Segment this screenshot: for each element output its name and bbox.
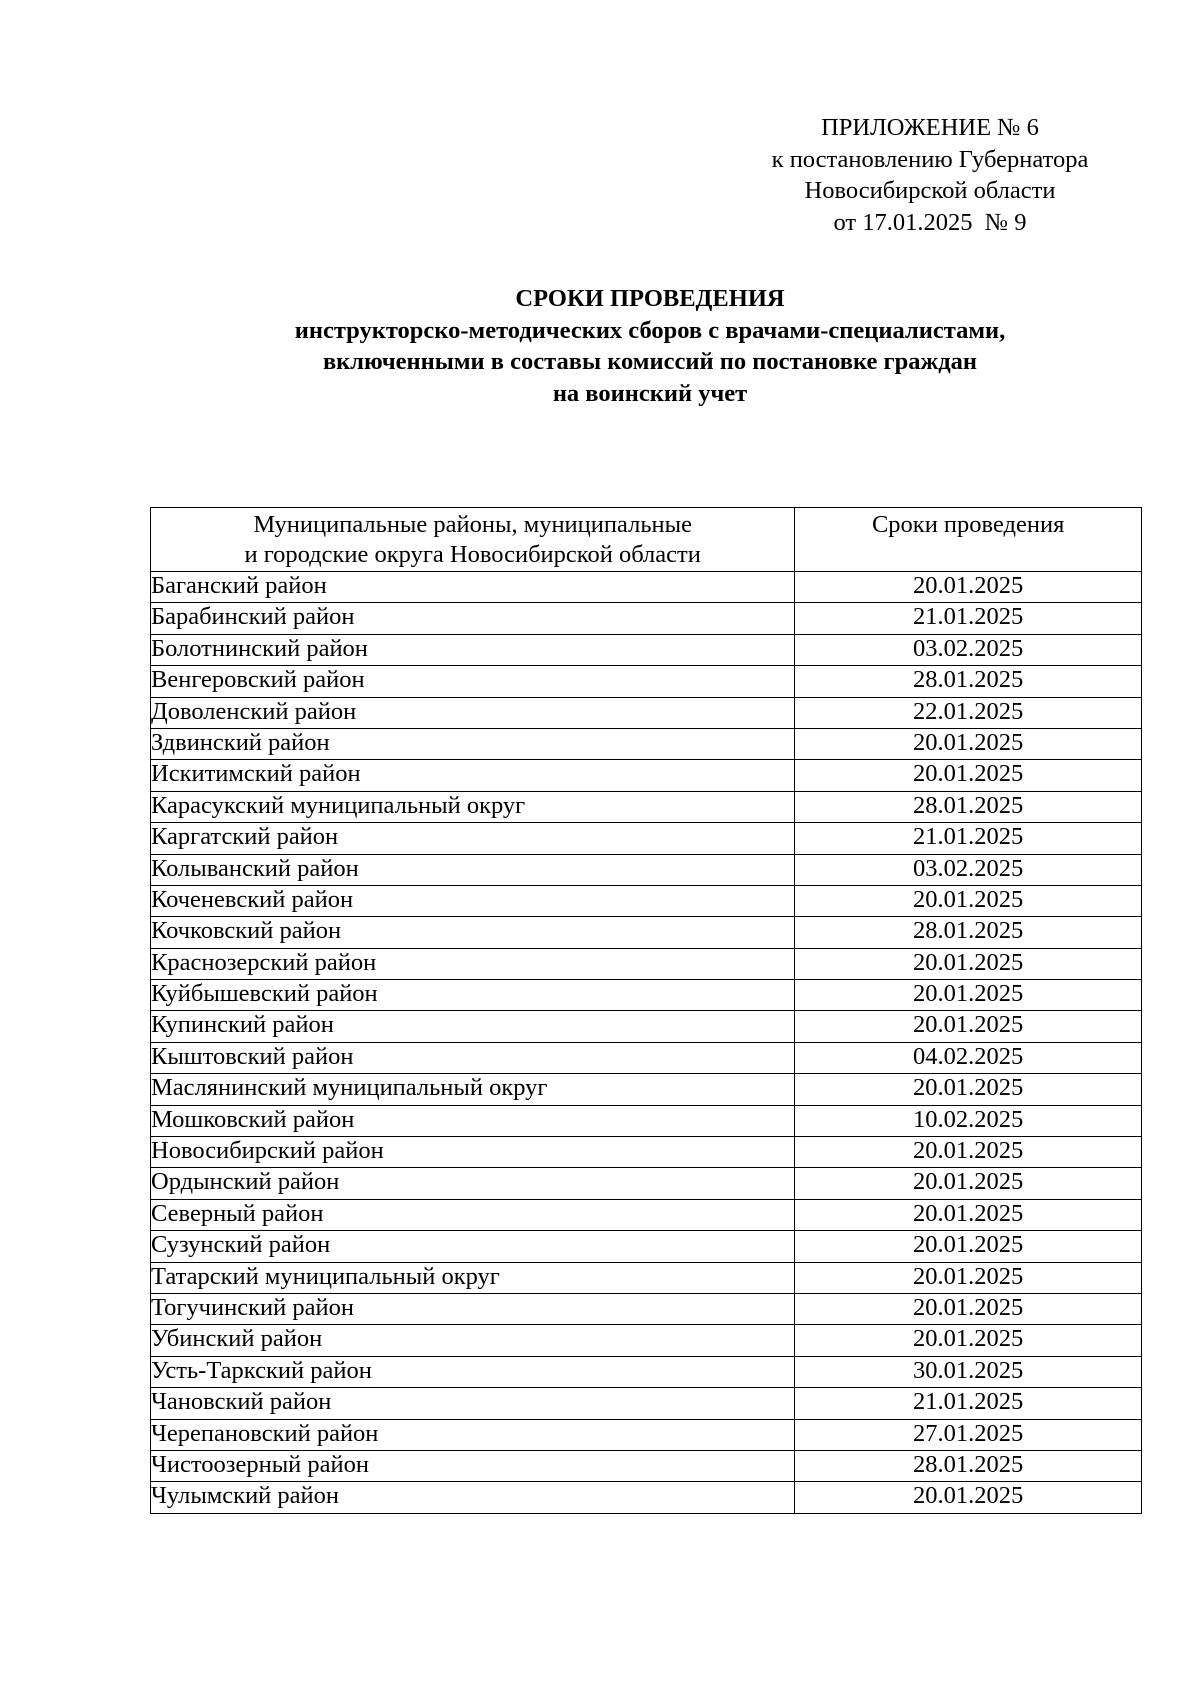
region-cell: Карасукский муниципальный округ [151, 791, 795, 822]
region-cell: Здвинский район [151, 728, 795, 759]
table-row [151, 1231, 1142, 1262]
region-cell: Чистоозерный район [151, 1450, 795, 1481]
table-row [151, 1293, 1142, 1324]
region-cell: Болотнинский район [151, 634, 795, 665]
header-region [151, 508, 795, 572]
date-cell: 20.01.2025 [795, 1011, 1142, 1042]
table-row [151, 1419, 1142, 1450]
table-row [151, 1137, 1142, 1168]
table-row [151, 666, 1142, 697]
date-cell: 04.02.2025 [795, 1042, 1142, 1073]
date-cell: 20.01.2025 [795, 1137, 1142, 1168]
table-row [151, 1105, 1142, 1136]
region-cell: Черепановский район [151, 1419, 795, 1450]
region-cell: Куйбышевский район [151, 980, 795, 1011]
region-cell: Мошковский район [151, 1105, 795, 1136]
table-row [151, 697, 1142, 728]
table-row [151, 760, 1142, 791]
date-cell: 20.01.2025 [795, 885, 1142, 916]
header-region-line-1: Муниципальные районы, муниципальные [253, 511, 692, 538]
region-cell: Кочковский район [151, 917, 795, 948]
date-cell: 03.02.2025 [795, 634, 1142, 665]
appendix-header [700, 112, 1160, 238]
table-row [151, 728, 1142, 759]
table-row [151, 823, 1142, 854]
date-cell: 21.01.2025 [795, 1388, 1142, 1419]
table-row [151, 1011, 1142, 1042]
date-cell: 28.01.2025 [795, 917, 1142, 948]
region-cell: Купинский район [151, 1011, 795, 1042]
region-cell: Баганский район [151, 572, 795, 603]
table-row [151, 1168, 1142, 1199]
title-heading: СРОКИ ПРОВЕДЕНИЯ [515, 285, 785, 312]
table-row [151, 1199, 1142, 1230]
date-cell: 20.01.2025 [795, 1199, 1142, 1230]
region-cell: Барабинский район [151, 603, 795, 634]
title-subheading-line-2: включенными в составы комиссий по постановке граждан [322, 348, 978, 375]
date-cell: 20.01.2025 [795, 572, 1142, 603]
region-cell: Усть-Таркский район [151, 1356, 795, 1387]
date-cell: 30.01.2025 [795, 1356, 1142, 1387]
document-title [150, 283, 1150, 409]
table-row [151, 634, 1142, 665]
date-cell: 20.01.2025 [795, 980, 1142, 1011]
appendix-authority: Новосибирской области [804, 177, 1056, 204]
table-row [151, 603, 1142, 634]
region-cell: Чулымский район [151, 1482, 795, 1513]
date-cell: 20.01.2025 [795, 1168, 1142, 1199]
table-row [151, 791, 1142, 822]
date-cell: 20.01.2025 [795, 1482, 1142, 1513]
table-row [151, 1482, 1142, 1513]
date-cell: 21.01.2025 [795, 823, 1142, 854]
date-cell: 03.02.2025 [795, 854, 1142, 885]
region-cell: Колыванский район [151, 854, 795, 885]
date-cell: 20.01.2025 [795, 1231, 1142, 1262]
region-cell: Доволенский район [151, 697, 795, 728]
table-header-row [151, 508, 1142, 572]
region-cell: Краснозерский район [151, 948, 795, 979]
appendix-number: ПРИЛОЖЕНИЕ № 6 [821, 114, 1039, 141]
appendix-date-number: от 17.01.2025 № 9 [833, 208, 1027, 236]
date-cell: 20.01.2025 [795, 1325, 1142, 1356]
date-cell: 10.02.2025 [795, 1105, 1142, 1136]
schedule-table [150, 507, 1142, 1514]
region-cell: Каргатский район [151, 823, 795, 854]
date-cell: 27.01.2025 [795, 1419, 1142, 1450]
region-cell: Сузунский район [151, 1231, 795, 1262]
date-cell: 21.01.2025 [795, 603, 1142, 634]
header-date: Сроки проведения [795, 508, 1142, 572]
region-cell: Чановский район [151, 1388, 795, 1419]
date-cell: 20.01.2025 [795, 1074, 1142, 1105]
region-cell: Убинский район [151, 1325, 795, 1356]
schedule-table-body [151, 572, 1142, 1514]
region-cell: Татарский муниципальный округ [151, 1262, 795, 1293]
date-cell: 20.01.2025 [795, 1262, 1142, 1293]
title-subheading-line-3: на воинский учет [552, 379, 748, 407]
table-row [151, 1074, 1142, 1105]
date-cell: 20.01.2025 [795, 948, 1142, 979]
region-cell: Тогучинский район [151, 1293, 795, 1324]
region-cell: Венгеровский район [151, 666, 795, 697]
appendix-reference: к постановлению Губернатора [771, 145, 1089, 173]
region-cell: Северный район [151, 1199, 795, 1230]
table-row [151, 1325, 1142, 1356]
table-row [151, 1262, 1142, 1293]
table-row [151, 1450, 1142, 1481]
date-cell: 20.01.2025 [795, 1293, 1142, 1324]
region-cell: Кыштовский район [151, 1042, 795, 1073]
region-cell: Коченевский район [151, 885, 795, 916]
table-row [151, 1042, 1142, 1073]
table-row [151, 1356, 1142, 1387]
date-cell: 20.01.2025 [795, 760, 1142, 791]
date-cell: 22.01.2025 [795, 697, 1142, 728]
date-cell: 28.01.2025 [795, 666, 1142, 697]
region-cell: Искитимский район [151, 760, 795, 791]
table-row [151, 885, 1142, 916]
table-row [151, 917, 1142, 948]
region-cell: Ордынский район [151, 1168, 795, 1199]
table-row [151, 980, 1142, 1011]
date-cell: 28.01.2025 [795, 1450, 1142, 1481]
date-cell: 20.01.2025 [795, 728, 1142, 759]
table-row [151, 572, 1142, 603]
region-cell: Маслянинский муниципальный округ [151, 1074, 795, 1105]
date-cell: 28.01.2025 [795, 791, 1142, 822]
header-region-line-2: и городские округа Новосибирской области [244, 541, 701, 568]
title-subheading-line-1: инструкторско-методических сборов с врачами-специалистами, [294, 316, 1006, 344]
region-cell: Новосибирский район [151, 1137, 795, 1168]
table-row [151, 1388, 1142, 1419]
table-row [151, 948, 1142, 979]
table-row [151, 854, 1142, 885]
